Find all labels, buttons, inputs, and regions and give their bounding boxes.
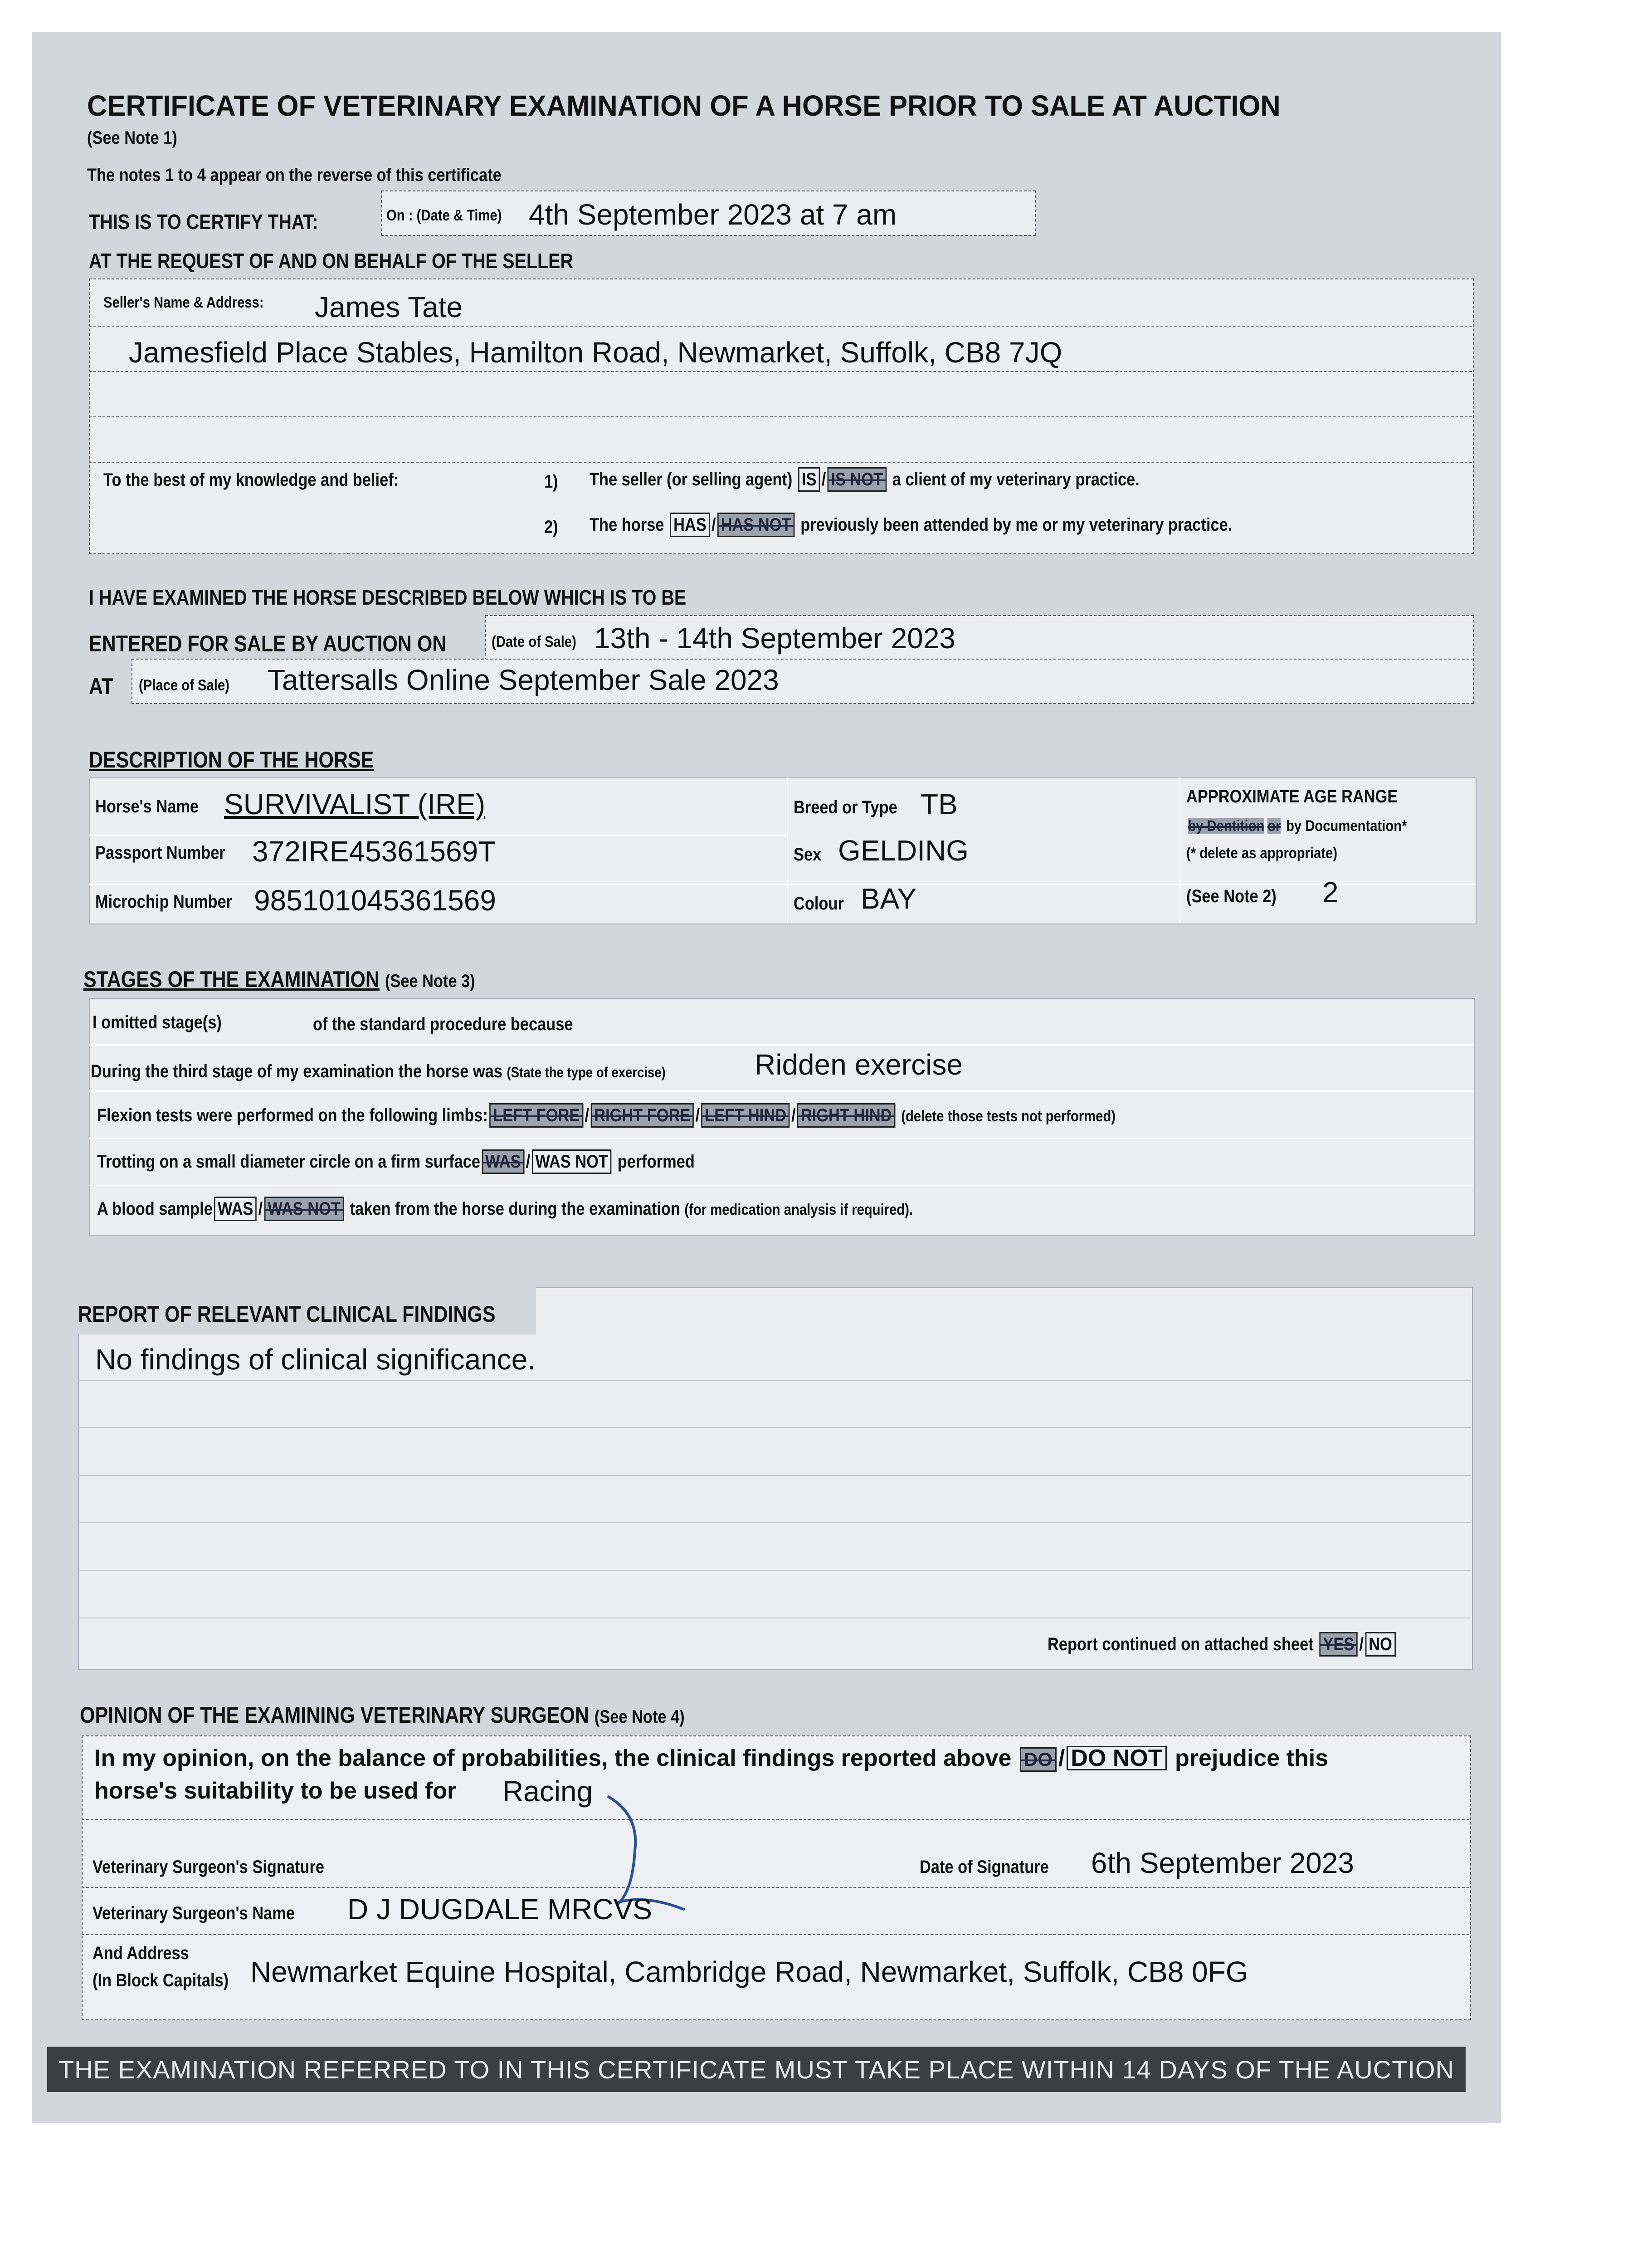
by-dentition-struck[interactable]: by Dentition xyxy=(1188,817,1265,835)
by-documentation[interactable]: by Documentation* xyxy=(1286,817,1407,835)
statement-1-num: 1) xyxy=(544,472,558,492)
request-label: AT THE REQUEST OF AND ON BEHALF OF THE SELLER xyxy=(89,249,574,273)
opinion-heading: OPINION OF THE EXAMINING VETERINARY SURGEON (See Note 4) xyxy=(80,1702,685,1728)
vet-name-label: Veterinary Surgeon's Name xyxy=(93,1903,295,1923)
flexion-right-hind[interactable]: RIGHT HIND xyxy=(797,1103,895,1128)
sale-place-label: (Place of Sale) xyxy=(139,677,229,694)
breed-value: TB xyxy=(921,788,958,821)
microchip-value: 985101045361569 xyxy=(254,884,496,917)
third-stage-value: Ridden exercise xyxy=(755,1048,963,1081)
statement-2: The horse HAS / HAS NOT previously been attended by me or my veterinary practice. xyxy=(590,513,1232,537)
statement-2-num: 2) xyxy=(544,517,558,537)
vet-address-label-2: (In Block Capitals) xyxy=(93,1970,229,1990)
third-stage-label: During the third stage of my examination the horse was (State the type of exercise) xyxy=(91,1061,666,1081)
opinion-line-2: horse's suitability to be used for xyxy=(94,1778,457,1804)
sex-value: GELDING xyxy=(838,834,969,867)
age-range-heading: APPROXIMATE AGE RANGE xyxy=(1186,787,1398,807)
colour-value: BAY xyxy=(861,882,917,915)
trotting-was-struck[interactable]: WAS xyxy=(482,1149,524,1174)
continued-yes-struck[interactable]: YES xyxy=(1320,1632,1358,1657)
microchip-label: Microchip Number xyxy=(95,892,232,912)
opinion-line-1: In my opinion, on the balance of probabilities, the clinical findings reported above DO / DO NOT prejudice this xyxy=(94,1745,1329,1771)
notes-line: The notes 1 to 4 appear on the reverse of this certificate xyxy=(87,165,502,185)
description-heading: DESCRIPTION OF THE HORSE xyxy=(89,747,374,772)
blood-was[interactable]: WAS xyxy=(214,1197,257,1221)
blood-sample-row: A blood sample WAS / WAS NOT taken from the horse during the examination (for medication analysis if required). xyxy=(97,1197,913,1221)
age-see-note: (See Note 2) xyxy=(1186,886,1277,906)
is-not-struck[interactable]: IS NOT xyxy=(828,467,887,492)
do-not-choice[interactable]: DO NOT xyxy=(1067,1746,1166,1770)
vet-address-label: And Address xyxy=(93,1943,189,1963)
report-heading: REPORT OF RELEVANT CLINICAL FINDINGS xyxy=(78,1301,496,1327)
continued-no[interactable]: NO xyxy=(1365,1632,1396,1657)
signature-label: Veterinary Surgeon's Signature xyxy=(93,1857,324,1877)
entered-for-sale-label: ENTERED FOR SALE BY AUCTION ON xyxy=(89,631,447,656)
has-not-struck[interactable]: HAS NOT xyxy=(717,513,794,537)
at-label: AT xyxy=(89,674,114,699)
sale-place-value: Tattersalls Online September Sale 2023 xyxy=(268,664,779,696)
vet-name-value: D J DUGDALE MRCVS xyxy=(347,1893,653,1926)
omitted-stage-label: I omitted stage(s) xyxy=(93,1012,222,1032)
date-of-signature-label: Date of Signature xyxy=(920,1857,1049,1877)
vet-address-value: Newmarket Equine Hospital, Cambridge Road, Newmarket, Suffolk, CB8 0FG xyxy=(250,1955,1248,1988)
age-value: 2 xyxy=(1322,876,1339,909)
use-value: Racing xyxy=(502,1775,593,1808)
examined-label: I HAVE EXAMINED THE HORSE DESCRIBED BELOW WHICH IS TO BE xyxy=(89,586,687,609)
colour-label: Colour xyxy=(794,894,844,914)
blood-was-not-struck[interactable]: WAS NOT xyxy=(264,1197,344,1221)
horse-name-value: SURVIVALIST (IRE) xyxy=(224,788,486,821)
trotting-was-not[interactable]: WAS NOT xyxy=(532,1149,612,1174)
statement-1: The seller (or selling agent) IS / IS NOT a client of my veterinary practice. xyxy=(590,467,1140,492)
certify-label: THIS IS TO CERTIFY THAT: xyxy=(89,210,318,234)
do-struck[interactable]: DO xyxy=(1020,1747,1057,1772)
flexion-left-fore[interactable]: LEFT FORE xyxy=(489,1103,583,1128)
omitted-stage-suffix: of the standard procedure because xyxy=(313,1014,573,1034)
passport-label: Passport Number xyxy=(95,843,225,863)
report-text[interactable]: No findings of clinical significance. xyxy=(95,1343,536,1376)
seller-name-value: James Tate xyxy=(315,291,463,323)
breed-label: Breed or Type xyxy=(794,797,897,817)
sex-label: Sex xyxy=(794,845,822,865)
date-of-signature-value: 6th September 2023 xyxy=(1091,1847,1354,1879)
stages-heading: STAGES OF THE EXAMINATION (See Note 3) xyxy=(83,967,475,992)
knowledge-label: To the best of my knowledge and belief: xyxy=(103,470,399,490)
trotting-row: Trotting on a small diameter circle on a firm surface WAS / WAS NOT performed xyxy=(97,1149,695,1174)
certificate-title: CERTIFICATE OF VETERINARY EXAMINATION OF A HORSE PRIOR TO SALE AT AUCTION xyxy=(87,89,1281,122)
footer-banner: THE EXAMINATION REFERRED TO IN THIS CERTIFICATE MUST TAKE PLACE WITHIN 14 DAYS OF THE AUCTION xyxy=(47,2047,1466,2092)
age-delete-note: (* delete as appropriate) xyxy=(1186,845,1338,862)
is-choice[interactable]: IS xyxy=(798,467,820,492)
flexion-left-hind[interactable]: LEFT HIND xyxy=(702,1103,790,1128)
passport-value: 372IRE45361569T xyxy=(252,835,496,868)
age-range-method: by Dentition or by Documentation* xyxy=(1188,817,1407,835)
on-date-time-label: On : (Date & Time) xyxy=(386,207,502,224)
flexion-right-fore[interactable]: RIGHT FORE xyxy=(590,1103,694,1128)
seller-name-label: Seller's Name & Address: xyxy=(103,294,264,311)
sale-date-value: 13th - 14th September 2023 xyxy=(594,622,955,655)
report-continued-row: Report continued on attached sheet YES / NO xyxy=(1048,1632,1397,1657)
see-note-1: (See Note 1) xyxy=(87,128,177,148)
has-choice[interactable]: HAS xyxy=(670,513,710,537)
horse-name-label: Horse's Name xyxy=(95,797,199,816)
flexion-row: Flexion tests were performed on the following limbs: LEFT FORE / RIGHT FORE / LEFT HIND / RIGHT HIND (delete those tests not performed) xyxy=(97,1103,1116,1128)
seller-address-value: Jamesfield Place Stables, Hamilton Road, Newmarket, Suffolk, CB8 7JQ xyxy=(129,336,1062,369)
on-date-time-value: 4th September 2023 at 7 am xyxy=(529,198,897,231)
sale-date-label: (Date of Sale) xyxy=(492,633,576,650)
